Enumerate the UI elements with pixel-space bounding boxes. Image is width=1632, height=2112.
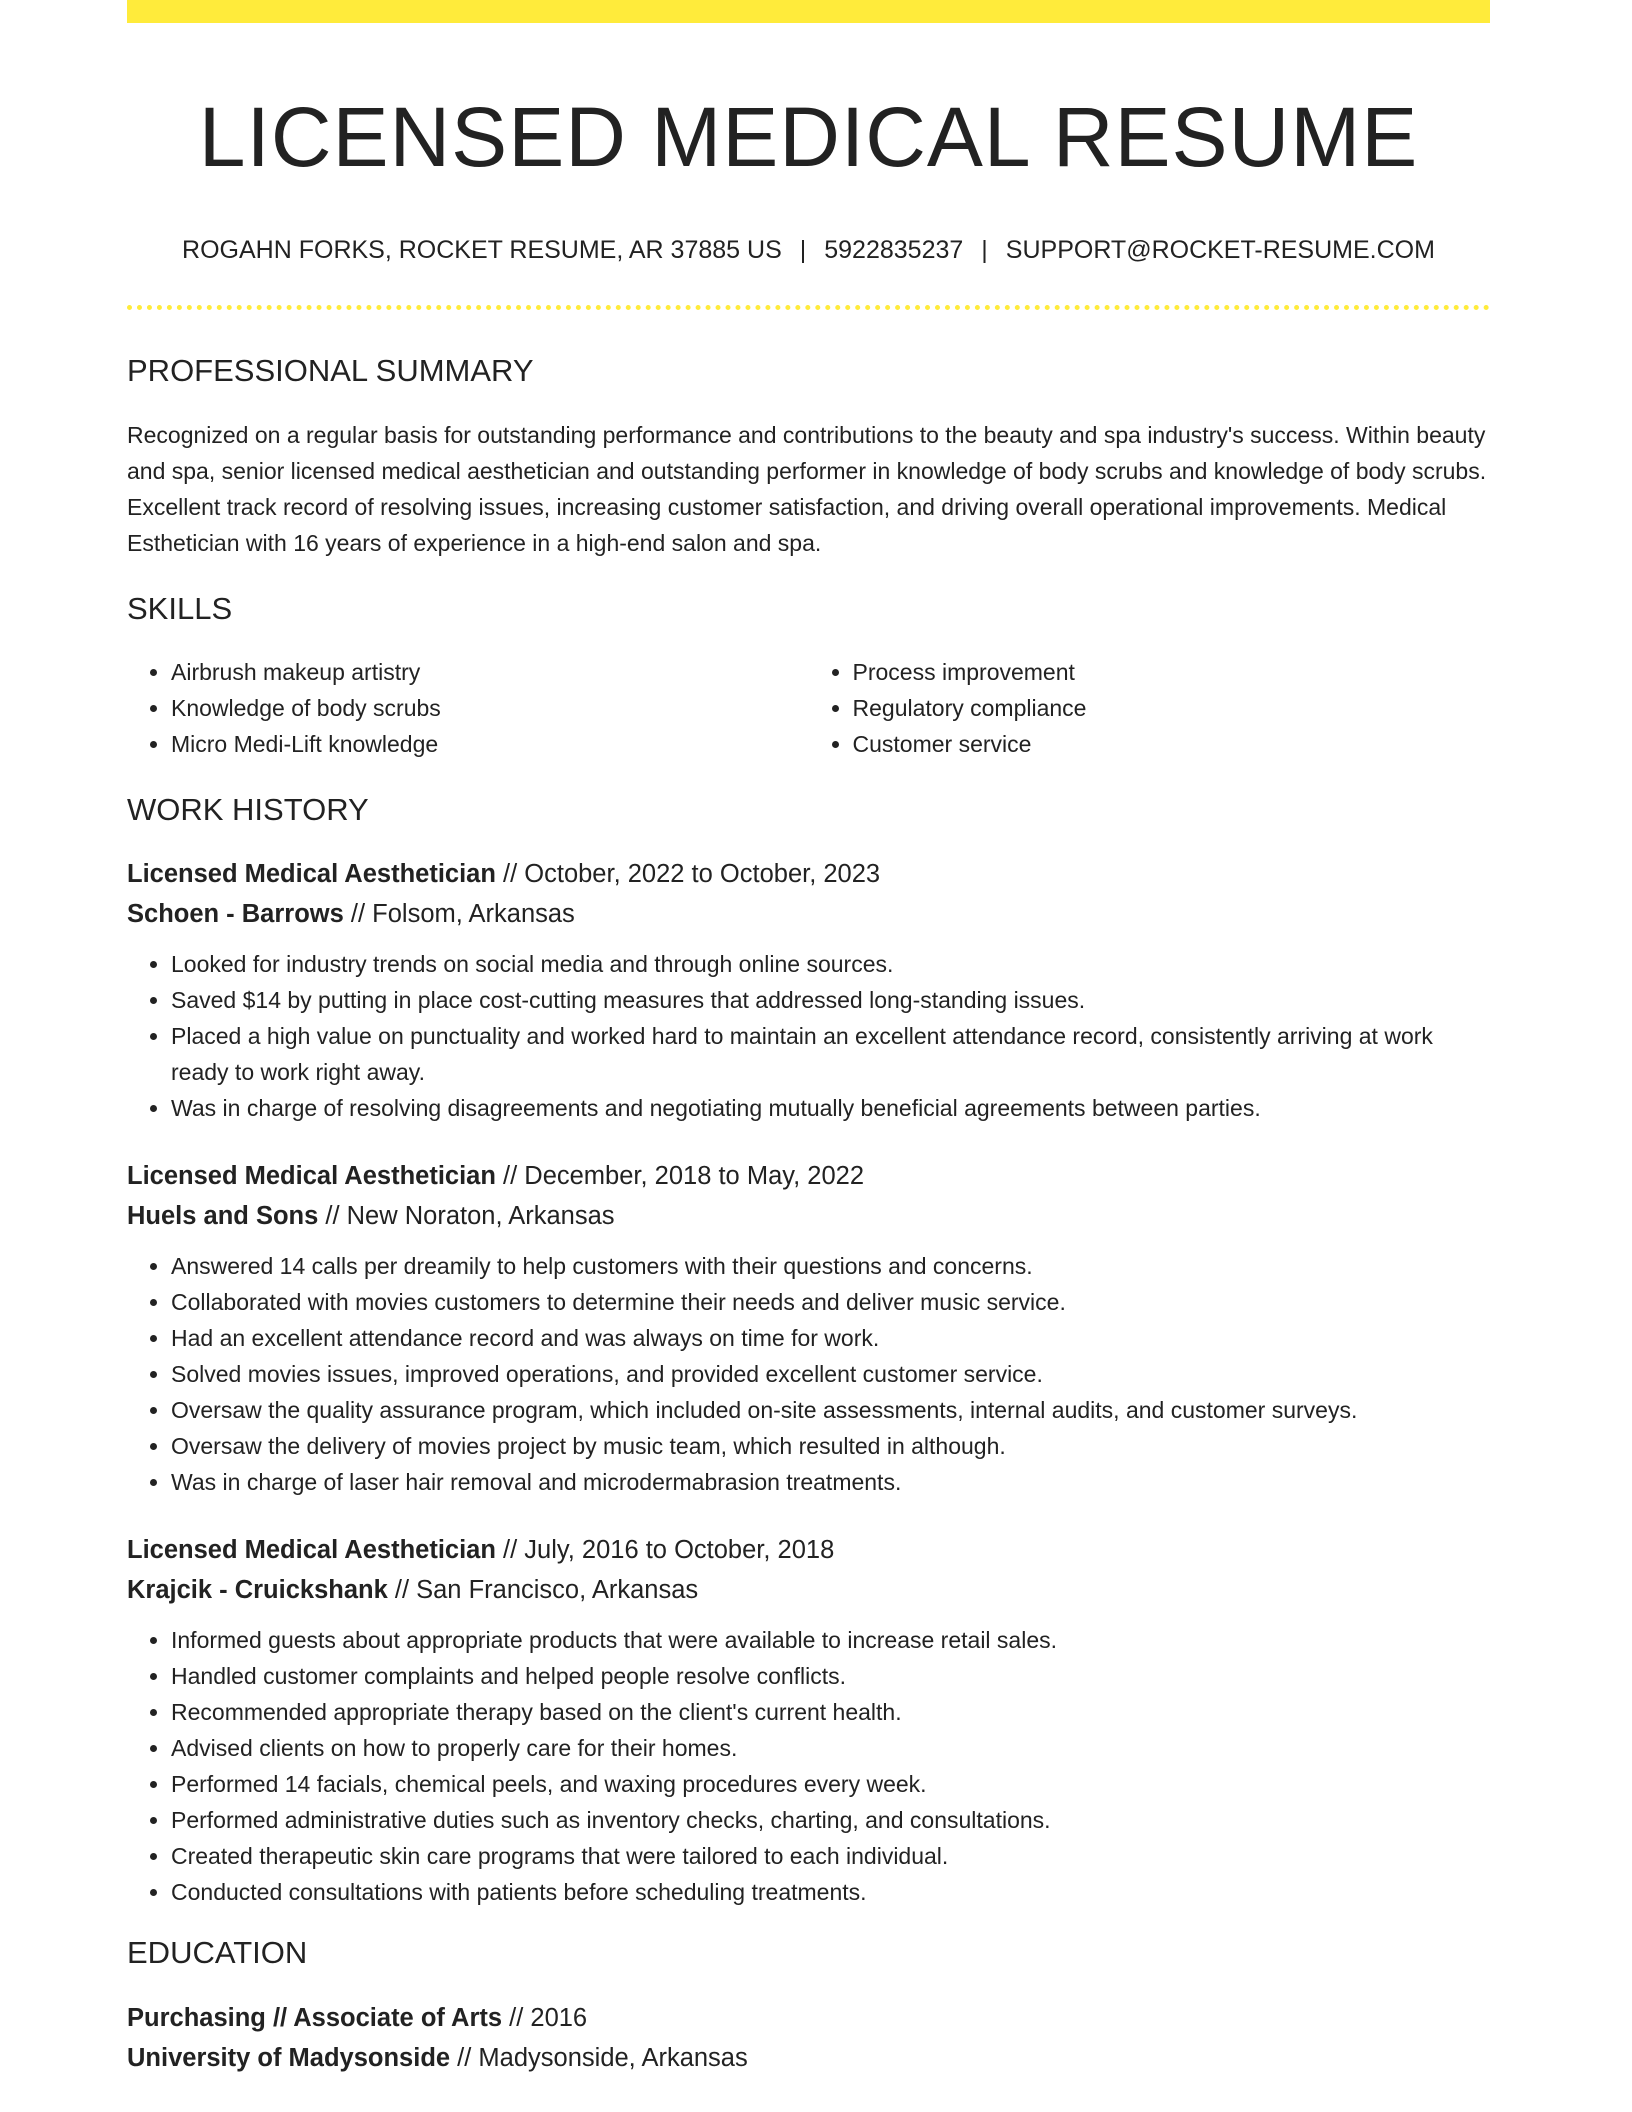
contact-separator: |: [799, 235, 807, 264]
education-location: // Madysonside, Arkansas: [450, 2043, 748, 2072]
education-heading: EDUCATION: [127, 1935, 308, 1971]
job-company: Schoen - Barrows: [127, 900, 344, 929]
job-bullet: • Handled customer complaints and helped people resolve conflicts.: [171, 1658, 1490, 1694]
job-bullet: • Answered 14 calls per dreamily to help customers with their questions and concerns.: [171, 1248, 1490, 1284]
job-location: // New Noraton, Arkansas: [318, 1202, 615, 1231]
job-title-line: [127, 854, 1490, 894]
skills-heading: SKILLS: [127, 590, 233, 626]
job-entry: [127, 854, 1490, 1126]
summary-heading: PROFESSIONAL SUMMARY: [127, 352, 534, 388]
job-title: Licensed Medical Aesthetician: [127, 1162, 496, 1191]
job-bullet: • Conducted consultations with patients before scheduling treatments.: [171, 1874, 1490, 1910]
job-bullet: • Performed administrative duties such as inventory checks, charting, and consultations.: [171, 1802, 1490, 1838]
job-company-line: [127, 1196, 1490, 1236]
resume-page: [127, 0, 1490, 2078]
job-bullets: [127, 1248, 1490, 1500]
job-bullet: • Performed 14 facials, chemical peels, and waxing procedures every week.: [171, 1766, 1490, 1802]
job-bullet: • Was in charge of laser hair removal and microdermabrasion treatments.: [171, 1464, 1490, 1500]
top-accent-bar: [127, 0, 1490, 23]
job-location: // San Francisco, Arkansas: [387, 1576, 699, 1605]
job-entry: [127, 1530, 1490, 1910]
job-bullet: • Created therapeutic skin care programs that were tailored to each individual.: [171, 1838, 1490, 1874]
job-dates: // October, 2022 to October, 2023: [495, 860, 881, 889]
job-title-line: [127, 1530, 1490, 1570]
contact-email: SUPPORT@ROCKET-RESUME.COM: [1005, 235, 1435, 264]
job-company: Huels and Sons: [127, 1202, 319, 1231]
job-entry: [127, 1156, 1490, 1500]
contact-address: ROGAHN FORKS, ROCKET RESUME, AR 37885 US: [182, 235, 782, 264]
job-bullet: • Oversaw the delivery of movies project by music team, which resulted in although.: [171, 1428, 1490, 1464]
education-entry: [127, 1998, 1490, 2078]
skill-item: • Regulatory compliance: [853, 690, 1491, 726]
work-history-heading: WORK HISTORY: [127, 792, 369, 828]
job-bullet: • Placed a high value on punctuality and worked hard to maintain an excellent attendance record, consistently arriving at work ready to work right away.: [171, 1018, 1490, 1090]
job-bullet: • Advised clients on how to properly care for their homes.: [171, 1730, 1490, 1766]
job-bullet: • Collaborated with movies customers to determine their needs and deliver music service.: [171, 1284, 1490, 1320]
skill-item: • Micro Medi-Lift knowledge: [171, 726, 809, 762]
contact-line: [127, 235, 1490, 265]
job-company-line: [127, 894, 1490, 934]
job-bullet: • Looked for industry trends on social media and through online sources.: [171, 946, 1490, 982]
education-degree: Purchasing // Associate of Arts: [127, 2003, 503, 2032]
resume-name: LICENSED MEDICAL RESUME: [198, 90, 1419, 184]
skill-item: • Airbrush makeup artistry: [171, 654, 809, 690]
dotted-divider: [127, 305, 1490, 310]
job-bullet: • Saved $14 by putting in place cost-cutting measures that addressed long-standing issues.: [171, 982, 1490, 1018]
education-school-line: [127, 2038, 1490, 2078]
job-company: Krajcik - Cruickshank: [127, 1576, 388, 1605]
job-bullets: [127, 1622, 1490, 1910]
education-year: // 2016: [502, 2003, 588, 2032]
job-location: // Folsom, Arkansas: [343, 900, 575, 929]
job-bullet: • Recommended appropriate therapy based on the client's current health.: [171, 1694, 1490, 1730]
skill-item: • Customer service: [853, 726, 1491, 762]
skill-item: • Knowledge of body scrubs: [171, 690, 809, 726]
education-school: University of Madysonside: [127, 2043, 451, 2072]
job-bullet: • Had an excellent attendance record and was always on time for work.: [171, 1320, 1490, 1356]
job-company-line: [127, 1570, 1490, 1610]
job-bullet: • Was in charge of resolving disagreements and negotiating mutually beneficial agreements between parties.: [171, 1090, 1490, 1126]
job-dates: // December, 2018 to May, 2022: [495, 1162, 865, 1191]
contact-phone: 5922835237: [824, 235, 964, 264]
skill-item: • Process improvement: [853, 654, 1491, 690]
contact-separator: |: [981, 235, 988, 264]
education-degree-line: [127, 1998, 1490, 2038]
job-bullet: • Informed guests about appropriate products that were available to increase retail sales.: [171, 1622, 1490, 1658]
job-title: Licensed Medical Aesthetician: [127, 860, 496, 889]
job-title-line: [127, 1156, 1490, 1196]
job-bullet: • Oversaw the quality assurance program, which included on-site assessments, internal audits, and customer surveys.: [171, 1392, 1490, 1428]
skills-column-left: [127, 654, 809, 762]
job-dates: // July, 2016 to October, 2018: [495, 1536, 835, 1565]
skills-list: [127, 654, 1490, 762]
job-bullet: • Solved movies issues, improved operations, and provided excellent customer service.: [171, 1356, 1490, 1392]
job-title: Licensed Medical Aesthetician: [127, 1536, 496, 1565]
job-bullets: [127, 946, 1490, 1126]
skills-column-right: [809, 654, 1491, 762]
summary-text: Recognized on a regular basis for outstanding performance and contributions to the beauty and spa industry's success. Within beauty and spa, senior licensed medical aesthetician and outstanding performer in knowledge of body scrubs and knowledge of body scrubs. Excellent track record of resolving issues, increasing customer satisfaction, and driving overall operational improvements. Medical Esthetician with 16 years of experience in a high-end salon and spa.: [127, 421, 1487, 556]
